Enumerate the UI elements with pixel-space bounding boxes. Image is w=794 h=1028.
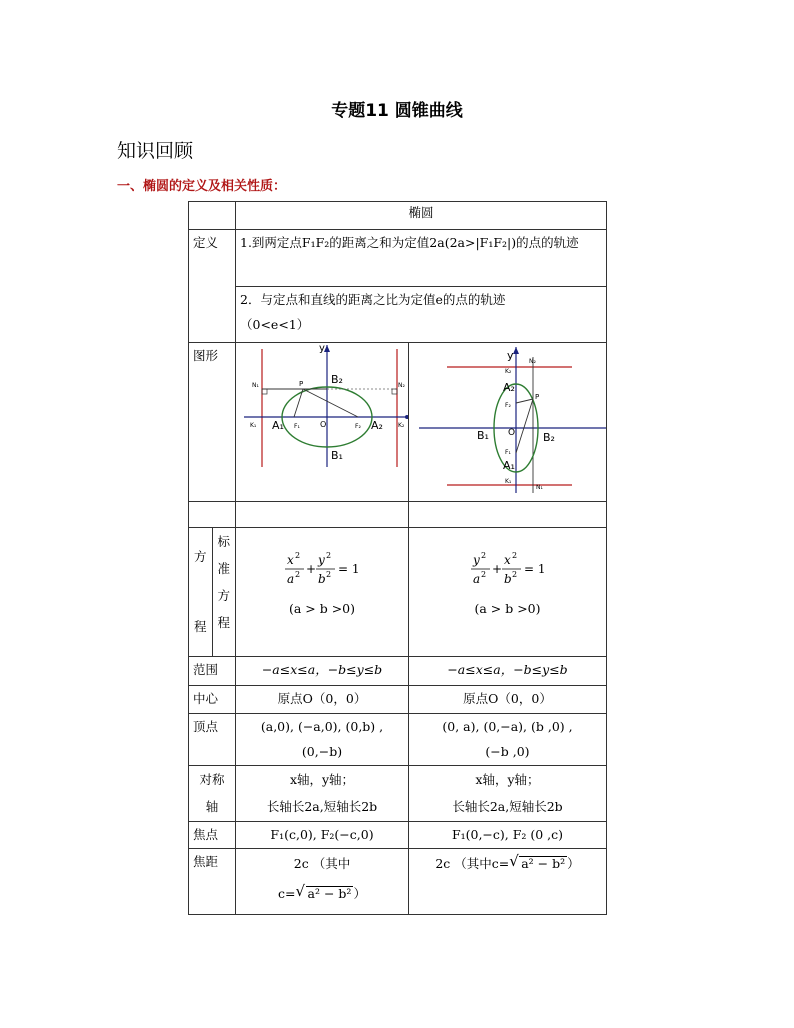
spacer-cell — [409, 502, 607, 528]
row-label-center: 中心 — [189, 686, 236, 714]
label-b2: B₂ — [543, 431, 555, 444]
svg-text:2: 2 — [511, 570, 517, 579]
svg-text:2: 2 — [511, 551, 517, 560]
svg-text:2: 2 — [326, 551, 332, 560]
label-b1: B₁ — [477, 429, 489, 442]
equation-condition: (a > b >0) — [474, 601, 541, 616]
sqrt-radicand: a² − b² — [521, 856, 566, 871]
graph-vertical-cell — [409, 343, 607, 502]
svg-text:2: 2 — [295, 551, 301, 560]
svg-text:= 1: = 1 — [523, 562, 546, 576]
row-label-foci: 焦点 — [189, 822, 236, 849]
sqrt-sign: √ — [509, 852, 519, 870]
label-n1: N₁ — [252, 382, 259, 389]
range-horizontal: −a≤x≤a，−b≤y≤b — [236, 657, 409, 686]
svg-text:2: 2 — [295, 570, 301, 579]
right-angle-mark-left — [262, 389, 267, 394]
sqrt-sign: √ — [295, 882, 306, 900]
definition-2-line2: （0<e<1） — [240, 317, 310, 332]
spacer-cell — [189, 502, 236, 528]
label-y: y — [319, 343, 325, 354]
label-o: O — [508, 428, 516, 438]
focal-distance-close: ） — [353, 886, 366, 901]
focal-distance-c-label: c= — [278, 886, 296, 901]
sqrt-expression — [509, 852, 567, 871]
page-subtitle: 知识回顾 — [117, 140, 194, 162]
symmetry-vertical — [409, 766, 607, 822]
label-a2: A₂ — [503, 381, 515, 394]
label-f2: F₂ — [505, 402, 511, 409]
vertical-ellipse-diagram — [409, 343, 606, 501]
x-axis-end — [405, 415, 408, 419]
y-axis-arrow — [513, 347, 519, 354]
svg-text:= 1: = 1 — [338, 562, 360, 576]
vertices-horizontal-line2: (0,−b) — [301, 744, 343, 759]
range-vertical: −a≤x≤a，−b≤y≤b — [409, 657, 607, 686]
center-vertical: 原点O（0，0） — [409, 686, 607, 714]
label-p: P — [535, 393, 540, 401]
label-k2: K₂ — [398, 422, 405, 429]
focal-distance-vertical-text: 2c （其中c= — [435, 856, 510, 871]
header-empty-cell — [189, 202, 236, 230]
definition-1: 1.到两定点F₁F₂的距离之和为定值2a(2a>|F₁F₂|)的点的轨迹 — [236, 230, 607, 287]
vertices-vertical-line1: (0, a), (0,−a), (b ,0) , — [442, 719, 573, 734]
equation-label-char: 标 — [217, 534, 230, 549]
svg-text:2: 2 — [326, 570, 332, 579]
svg-text:2: 2 — [480, 551, 486, 560]
section-heading: 一、椭圆的定义及相关性质： — [117, 179, 287, 194]
spacer-cell — [236, 502, 409, 528]
svg-text:a: a — [472, 572, 480, 586]
ellipse-properties-table — [188, 201, 607, 915]
focal-radius-2 — [303, 389, 358, 417]
svg-text:x: x — [503, 553, 511, 567]
row-label-vertices: 顶点 — [189, 714, 236, 766]
symmetry-vertical-line1: x轴，y轴； — [475, 772, 540, 787]
row-label-symmetry-line1: 对称 — [199, 772, 225, 787]
vertices-horizontal — [236, 714, 409, 766]
symmetry-horizontal-line2: 长轴长2a,短轴长2b — [266, 799, 378, 814]
svg-text:y: y — [472, 553, 480, 567]
vertical-standard-equation — [468, 550, 548, 590]
definition-label: 定义 — [189, 230, 236, 343]
foci-horizontal: F₁(c,0), F₂(−c,0) — [236, 822, 409, 849]
equation-label-char: 方 — [217, 588, 230, 603]
equation-label-char: 程 — [193, 619, 207, 634]
label-p: P — [299, 380, 304, 388]
svg-text:b: b — [503, 572, 512, 586]
symmetry-horizontal — [236, 766, 409, 822]
table-header: 椭圆 — [236, 202, 607, 230]
label-n2: N₂ — [398, 382, 405, 389]
label-k1: K₁ — [250, 422, 257, 429]
sqrt-expression — [295, 882, 354, 901]
svg-text:2: 2 — [480, 570, 486, 579]
right-angle-mark-right — [392, 389, 397, 394]
equation-label-inner — [212, 528, 236, 657]
label-y: y — [507, 349, 514, 362]
row-label-range: 范围 — [189, 657, 236, 686]
label-a1: A₁ — [272, 419, 284, 432]
symmetry-vertical-line2: 长轴长2a,短轴长2b — [452, 799, 563, 814]
row-label-focal-distance: 焦距 — [189, 849, 236, 915]
horizontal-ellipse-diagram — [236, 343, 408, 501]
label-n2: N₂ — [529, 358, 536, 365]
svg-text:y: y — [318, 553, 325, 567]
equation-horizontal — [236, 528, 409, 657]
vertices-vertical-line2: (−b ,0) — [485, 744, 530, 759]
equation-label-outer — [189, 528, 213, 657]
equation-vertical — [409, 528, 607, 657]
definition-2 — [236, 287, 607, 343]
label-n1: N₁ — [536, 484, 543, 491]
equation-label-char: 准 — [217, 561, 230, 576]
focal-distance-close: ） — [567, 856, 580, 871]
label-o: O — [320, 420, 327, 429]
equation-label-char: 程 — [217, 615, 230, 630]
row-label-symmetry — [189, 766, 236, 822]
focal-radius-1 — [516, 399, 533, 403]
sqrt-radicand: a² − b² — [307, 886, 352, 901]
equation-label-char: 方 — [193, 549, 207, 564]
row-label-symmetry-line2: 轴 — [205, 799, 219, 814]
center-horizontal: 原点O（0，0） — [236, 686, 409, 714]
vertices-horizontal-line1: (a,0), (−a,0), (0,b) , — [260, 719, 384, 734]
label-b1: B₁ — [331, 449, 343, 462]
focal-distance-vertical — [409, 849, 607, 915]
graph-label: 图形 — [189, 343, 236, 502]
symmetry-horizontal-line1: x轴，y轴； — [289, 772, 355, 787]
svg-text:+: + — [306, 562, 317, 576]
label-k1: K₁ — [505, 478, 512, 485]
vertices-vertical — [409, 714, 607, 766]
label-b2: B₂ — [331, 373, 343, 386]
svg-text:b: b — [318, 572, 326, 586]
label-f1: F₁ — [505, 449, 511, 456]
svg-text:+: + — [491, 562, 502, 576]
graph-horizontal-cell — [236, 343, 409, 502]
horizontal-standard-equation — [282, 550, 362, 590]
foci-vertical: F₁(0,−c), F₂ (0 ,c) — [409, 822, 607, 849]
page-title: 专题11 圆锥曲线 — [331, 101, 463, 121]
label-a1: A₁ — [503, 459, 515, 472]
focal-distance-horizontal-line1: 2c （其中 — [293, 856, 351, 871]
equation-condition: (a > b >0) — [288, 601, 356, 616]
label-f2: F₂ — [355, 423, 361, 430]
focal-radius-2 — [516, 399, 533, 453]
label-a2: A₂ — [371, 419, 383, 432]
label-f1: F₁ — [294, 423, 300, 430]
svg-text:a: a — [287, 572, 295, 586]
focal-distance-horizontal — [236, 849, 409, 915]
label-k2: K₂ — [505, 368, 512, 375]
definition-2-line1: 2．与定点和直线的距离之比为定值e的点的轨迹 — [240, 292, 506, 307]
focal-distance-horizontal-line2 — [240, 879, 404, 909]
svg-text:x: x — [287, 553, 294, 567]
